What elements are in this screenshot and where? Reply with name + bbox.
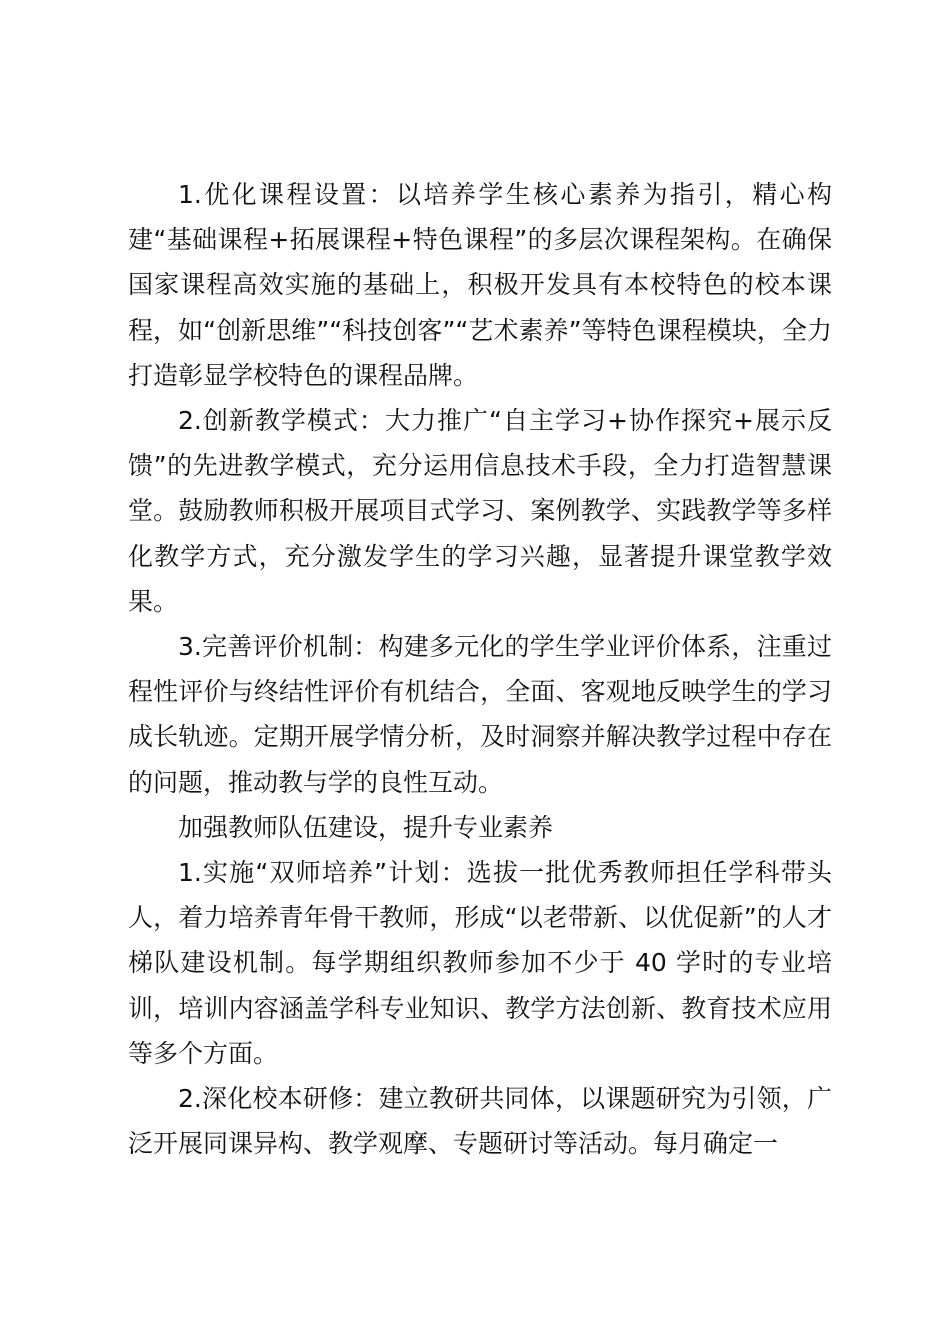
paragraph-dual-mentor-plan: 1.实施“双师培养”计划：选拔一批优秀教师担任学科带头人，着力培养青年骨干教师，形成“以老带新、以优促新”的人才梯队建设机制。每学期组织教师参加不少于 40 学时的专业培训，培训内容涵盖学科专业知识、教学方法创新、教育技术应用等多个方面。 [128, 858, 832, 1068]
section-heading-teacher-team: 加强教师队伍建设，提升专业素养 [178, 812, 554, 842]
paragraph-school-based-research: 2.深化校本研修：建立教研共同体，以课题研究为引领，广泛开展同课异构、教学观摩、专题研讨等活动。每月确定一 [128, 1084, 832, 1159]
paragraph-innovate-teaching: 2.创新教学模式：大力推广“自主学习+协作探究+展示反馈”的先进教学模式，充分运用信息技术手段，全力打造智慧课堂。鼓励教师积极开展项目式学习、案例教学、实践教学等多样化教学方式，充分激发学生的学习兴趣，显著提升课堂教学效果。 [128, 406, 832, 616]
document-body [128, 172, 832, 1166]
paragraph-optimize-curriculum: 1.优化课程设置：以培养学生核心素养为指引，精心构建“基础课程+拓展课程+特色课程”的多层次课程架构。在确保国家课程高效实施的基础上，积极开发具有本校特色的校本课程，如“创新思维”“科技创客”“艺术素养”等特色课程模块，全力打造彰显学校特色的课程品牌。 [128, 180, 832, 390]
paragraph-improve-evaluation: 3.完善评价机制：构建多元化的学生学业评价体系，注重过程性评价与终结性评价有机结合，全面、客观地反映学生的学习成长轨迹。定期开展学情分析，及时洞察并解决教学过程中存在的问题，推动教与学的良性互动。 [128, 632, 832, 797]
